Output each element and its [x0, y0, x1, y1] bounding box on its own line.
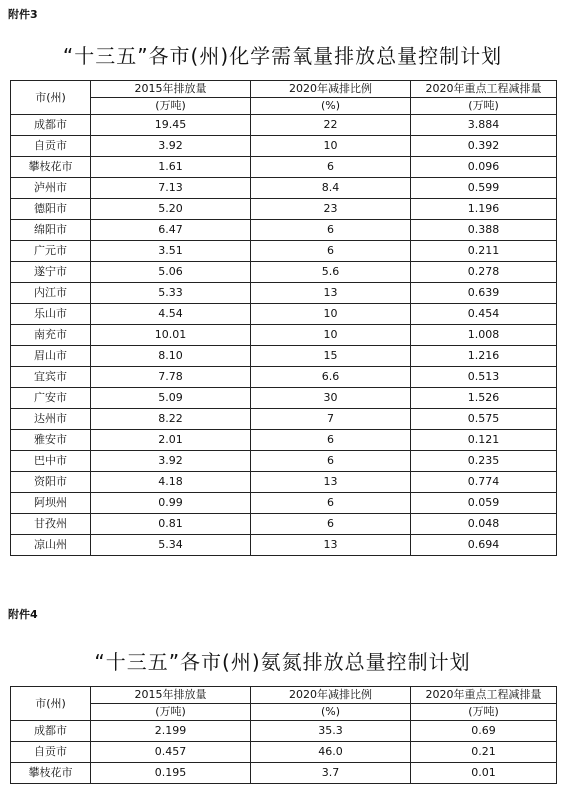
- cell-emission-2015: 5.34: [91, 535, 251, 556]
- cell-city: 巴中市: [11, 451, 91, 472]
- table-row: [11, 283, 557, 304]
- cell-key-project-2020: 0.774: [411, 472, 557, 493]
- ammonia-plan-title: “十三五”各市(州)氨氮排放总量控制计划: [94, 650, 471, 674]
- cell-key-project-2020: 0.694: [411, 535, 557, 556]
- attachment-3-label: 附件3: [8, 8, 38, 21]
- cell-emission-2015: 6.47: [91, 220, 251, 241]
- table-row: [11, 409, 557, 430]
- cell-emission-2015: 0.99: [91, 493, 251, 514]
- table-row: [11, 115, 557, 136]
- cell-key-project-2020: 1.008: [411, 325, 557, 346]
- cell-key-project-2020: 0.388: [411, 220, 557, 241]
- table-row: [11, 763, 557, 784]
- header-emission-2015: 2015年排放量: [91, 81, 251, 98]
- cell-city: 资阳市: [11, 472, 91, 493]
- header-ratio-2020: 2020年减排比例: [251, 81, 411, 98]
- cell-ratio-2020: 23: [251, 199, 411, 220]
- cell-ratio-2020: 5.6: [251, 262, 411, 283]
- header-key-project-2020: 2020年重点工程减排量: [411, 81, 557, 98]
- table-row: [11, 325, 557, 346]
- cell-ratio-2020: 22: [251, 115, 411, 136]
- cell-key-project-2020: 3.884: [411, 115, 557, 136]
- header-ratio-2020-unit: (%): [251, 98, 411, 115]
- cell-ratio-2020: 6: [251, 157, 411, 178]
- header-key-project-2020: 2020年重点工程减排量: [411, 687, 557, 704]
- cell-city: 内江市: [11, 283, 91, 304]
- table-row: [11, 472, 557, 493]
- table-row: [11, 262, 557, 283]
- cell-key-project-2020: 0.01: [411, 763, 557, 784]
- cell-emission-2015: 2.01: [91, 430, 251, 451]
- cell-ratio-2020: 6: [251, 514, 411, 535]
- cell-ratio-2020: 6: [251, 451, 411, 472]
- cell-emission-2015: 5.33: [91, 283, 251, 304]
- table-row: [11, 304, 557, 325]
- cell-city: 自贡市: [11, 136, 91, 157]
- header-ratio-2020: 2020年减排比例: [251, 687, 411, 704]
- cell-ratio-2020: 10: [251, 325, 411, 346]
- header-key-project-2020-unit: (万吨): [411, 98, 557, 115]
- cell-city: 甘孜州: [11, 514, 91, 535]
- cell-emission-2015: 7.78: [91, 367, 251, 388]
- cell-city: 德阳市: [11, 199, 91, 220]
- cell-city: 凉山州: [11, 535, 91, 556]
- cell-key-project-2020: 0.599: [411, 178, 557, 199]
- table-row: [11, 178, 557, 199]
- table-row: [11, 199, 557, 220]
- table-row: [11, 721, 557, 742]
- header-city: 市(州): [11, 81, 91, 115]
- cell-key-project-2020: 0.121: [411, 430, 557, 451]
- table-row: [11, 241, 557, 262]
- cell-emission-2015: 2.199: [91, 721, 251, 742]
- cell-emission-2015: 0.457: [91, 742, 251, 763]
- cell-city: 绵阳市: [11, 220, 91, 241]
- cell-key-project-2020: 0.513: [411, 367, 557, 388]
- cell-key-project-2020: 0.278: [411, 262, 557, 283]
- cell-ratio-2020: 6: [251, 220, 411, 241]
- cell-key-project-2020: 0.639: [411, 283, 557, 304]
- table-row: [11, 742, 557, 763]
- cell-emission-2015: 5.20: [91, 199, 251, 220]
- cell-ratio-2020: 6.6: [251, 367, 411, 388]
- cell-key-project-2020: 1.216: [411, 346, 557, 367]
- cell-city: 乐山市: [11, 304, 91, 325]
- cell-emission-2015: 7.13: [91, 178, 251, 199]
- table-row: [11, 451, 557, 472]
- cell-city: 广安市: [11, 388, 91, 409]
- cell-key-project-2020: 0.21: [411, 742, 557, 763]
- cell-emission-2015: 5.06: [91, 262, 251, 283]
- cell-emission-2015: 8.22: [91, 409, 251, 430]
- header-emission-2015-unit: (万吨): [91, 704, 251, 721]
- cell-emission-2015: 10.01: [91, 325, 251, 346]
- cod-plan-rows: [11, 115, 557, 556]
- cell-key-project-2020: 0.059: [411, 493, 557, 514]
- cell-city: 眉山市: [11, 346, 91, 367]
- cell-city: 广元市: [11, 241, 91, 262]
- cell-emission-2015: 19.45: [91, 115, 251, 136]
- cell-ratio-2020: 13: [251, 283, 411, 304]
- cell-city: 阿坝州: [11, 493, 91, 514]
- cell-ratio-2020: 15: [251, 346, 411, 367]
- cell-city: 成都市: [11, 721, 91, 742]
- cell-city: 达州市: [11, 409, 91, 430]
- cell-ratio-2020: 46.0: [251, 742, 411, 763]
- cell-ratio-2020: 35.3: [251, 721, 411, 742]
- table-row: [11, 157, 557, 178]
- table-row: [11, 220, 557, 241]
- cell-city: 成都市: [11, 115, 91, 136]
- cell-ratio-2020: 7: [251, 409, 411, 430]
- cell-key-project-2020: 0.048: [411, 514, 557, 535]
- cell-city: 雅安市: [11, 430, 91, 451]
- cell-key-project-2020: 0.235: [411, 451, 557, 472]
- cell-emission-2015: 0.81: [91, 514, 251, 535]
- cell-key-project-2020: 0.096: [411, 157, 557, 178]
- cell-key-project-2020: 0.575: [411, 409, 557, 430]
- cell-ratio-2020: 10: [251, 304, 411, 325]
- cell-ratio-2020: 6: [251, 430, 411, 451]
- attachment-4-label: 附件4: [8, 608, 38, 621]
- cell-key-project-2020: 0.454: [411, 304, 557, 325]
- cell-key-project-2020: 0.69: [411, 721, 557, 742]
- cell-ratio-2020: 6: [251, 241, 411, 262]
- cod-plan-table: [10, 80, 557, 556]
- cell-emission-2015: 4.18: [91, 472, 251, 493]
- cell-emission-2015: 1.61: [91, 157, 251, 178]
- cell-city: 攀枝花市: [11, 763, 91, 784]
- cell-emission-2015: 3.51: [91, 241, 251, 262]
- header-emission-2015-unit: (万吨): [91, 98, 251, 115]
- cod-plan-title: “十三五”各市(州)化学需氧量排放总量控制计划: [62, 44, 503, 68]
- table-row: [11, 493, 557, 514]
- cell-city: 宜宾市: [11, 367, 91, 388]
- cell-key-project-2020: 0.392: [411, 136, 557, 157]
- cell-emission-2015: 0.195: [91, 763, 251, 784]
- cell-ratio-2020: 30: [251, 388, 411, 409]
- cell-emission-2015: 8.10: [91, 346, 251, 367]
- ammonia-plan-table: [10, 686, 557, 784]
- table-row: [11, 136, 557, 157]
- cell-emission-2015: 3.92: [91, 451, 251, 472]
- cell-ratio-2020: 6: [251, 493, 411, 514]
- cell-key-project-2020: 1.196: [411, 199, 557, 220]
- cell-city: 自贡市: [11, 742, 91, 763]
- cell-city: 泸州市: [11, 178, 91, 199]
- cell-city: 南充市: [11, 325, 91, 346]
- cell-emission-2015: 3.92: [91, 136, 251, 157]
- table-row: [11, 514, 557, 535]
- cell-key-project-2020: 0.211: [411, 241, 557, 262]
- header-emission-2015: 2015年排放量: [91, 687, 251, 704]
- header-key-project-2020-unit: (万吨): [411, 704, 557, 721]
- cell-ratio-2020: 3.7: [251, 763, 411, 784]
- table-row: [11, 388, 557, 409]
- cell-city: 攀枝花市: [11, 157, 91, 178]
- header-city: 市(州): [11, 687, 91, 721]
- table-row: [11, 346, 557, 367]
- cell-ratio-2020: 13: [251, 472, 411, 493]
- cell-emission-2015: 4.54: [91, 304, 251, 325]
- cell-ratio-2020: 13: [251, 535, 411, 556]
- header-ratio-2020-unit: (%): [251, 704, 411, 721]
- cell-ratio-2020: 10: [251, 136, 411, 157]
- cell-city: 遂宁市: [11, 262, 91, 283]
- cell-ratio-2020: 8.4: [251, 178, 411, 199]
- table-row: [11, 535, 557, 556]
- cell-key-project-2020: 1.526: [411, 388, 557, 409]
- ammonia-plan-rows: [11, 721, 557, 784]
- table-row: [11, 367, 557, 388]
- cell-emission-2015: 5.09: [91, 388, 251, 409]
- table-row: [11, 430, 557, 451]
